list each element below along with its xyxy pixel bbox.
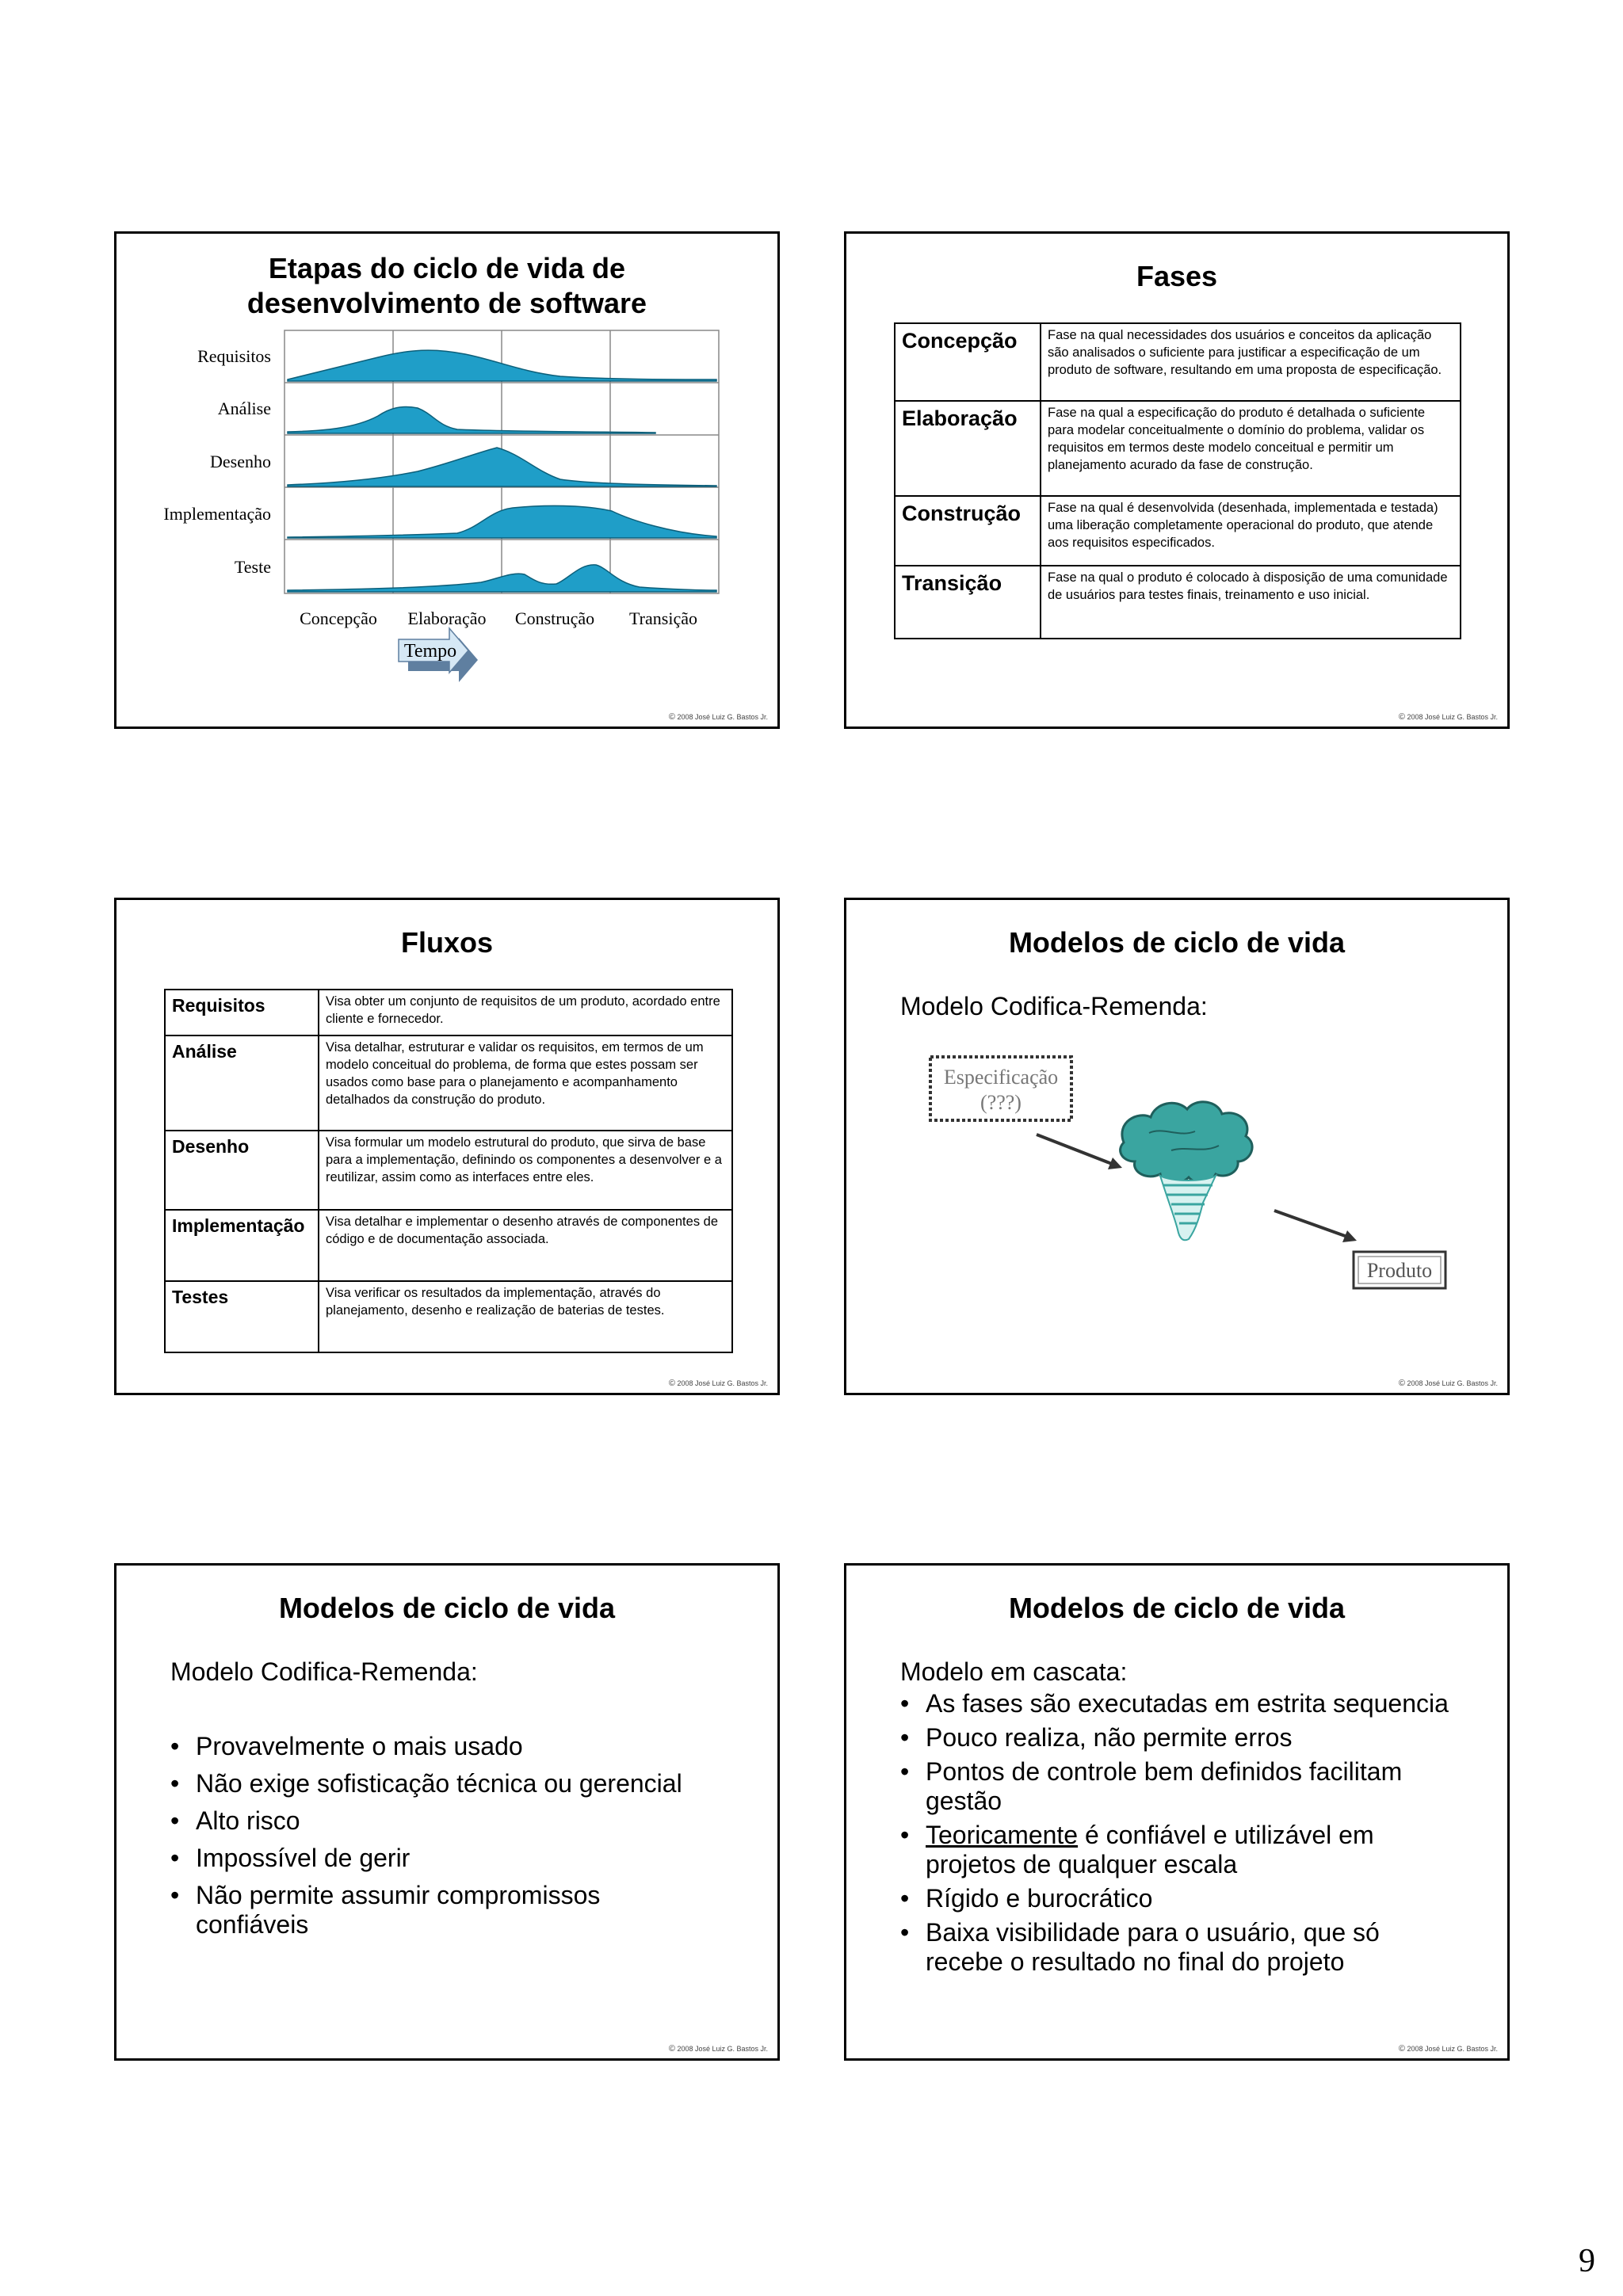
arrow-tornado-to-product <box>1274 1211 1357 1242</box>
copyright: © 2008 José Luiz G. Bastos Jr. <box>1398 2044 1498 2054</box>
area-implementacao <box>288 505 716 538</box>
list-item: • Teoricamente é confiável e utilizável em projetos de qualquer escala <box>900 1821 1374 1878</box>
time-arrow <box>399 628 478 682</box>
list-item: • Alto risco <box>170 1806 300 1835</box>
table-row <box>165 1281 732 1352</box>
phase-name: Concepção <box>895 323 1041 401</box>
flow-desc: Visa obter um conjunto de requisitos de um produto, acordado entre cliente e fornecedor. <box>319 990 732 1035</box>
underlined-term: Teoricamente <box>926 1821 1079 1849</box>
list-item: • Não permite assumir compromissos confiáveis <box>170 1881 601 1939</box>
title-line-1: Etapas do ciclo de vida de <box>268 252 626 284</box>
table-row <box>165 990 732 1035</box>
col-label-elaboracao: Elaboração <box>407 608 487 628</box>
spec-box <box>930 1057 1071 1120</box>
slide-title: Modelos de ciclo de vida <box>1008 926 1346 959</box>
area-desenho <box>288 448 716 486</box>
phase-desc: Fase na qual o produto é colocado à disposição de uma comunidade de usuários para testes finais, treinamento e uso inicial. <box>1041 566 1461 639</box>
slide-flows <box>114 898 780 1395</box>
col-label-concepcao: Concepção <box>300 608 377 628</box>
phase-name: Construção <box>895 496 1041 566</box>
list-item: • As fases são executadas em estrita sequencia <box>900 1689 1449 1718</box>
phases-table <box>894 322 1461 639</box>
row-label-desenho: Desenho <box>210 452 271 471</box>
list-item: • Provavelmente o mais usado <box>170 1732 523 1760</box>
slide-title: Fluxos <box>400 926 493 959</box>
slide-phases <box>844 231 1510 729</box>
row-label-teste: Teste <box>234 557 271 577</box>
list-item: • Pouco realiza, não permite erros <box>900 1723 1293 1752</box>
spec-qualifier: (???) <box>980 1091 1022 1114</box>
copyright: © 2008 José Luiz G. Bastos Jr. <box>1398 712 1498 722</box>
tornado-icon <box>1121 1102 1253 1240</box>
slide-title: Modelos de ciclo de vida <box>278 1592 616 1624</box>
phase-desc: Fase na qual é desenvolvida (desenhada, implementada e testada) uma liberação completamente operacional do produto, que atende aos requisitos especificados. <box>1041 496 1461 566</box>
slide-title: Modelos de ciclo de vida <box>1008 1592 1346 1624</box>
flow-name: Desenho <box>165 1131 319 1210</box>
list-item: • Pontos de controle bem definidos facilitam gestão <box>900 1757 1403 1815</box>
col-label-construcao: Construção <box>514 608 595 628</box>
copyright: © 2008 José Luiz G. Bastos Jr. <box>668 2044 768 2054</box>
list-item: • Rígido e burocrático <box>900 1884 1153 1913</box>
table-row <box>165 1210 732 1281</box>
copyright: © 2008 José Luiz G. Bastos Jr. <box>668 712 768 722</box>
table-row <box>895 566 1461 639</box>
slide-title <box>116 251 777 321</box>
flows-table <box>164 989 733 1353</box>
flow-name: Análise <box>165 1035 319 1131</box>
page-number: 9 <box>1579 2243 1595 2279</box>
phase-name: Transição <box>895 566 1041 639</box>
table-row <box>895 496 1461 566</box>
col-label-transicao: Transição <box>629 608 697 628</box>
row-label-analise: Análise <box>217 399 271 418</box>
arrow-spec-to-tornado <box>1037 1135 1122 1169</box>
slide-subtitle: Modelo Codifica-Remenda: <box>170 1657 478 1686</box>
table-row <box>165 1035 732 1131</box>
slide-waterfall <box>844 1563 1510 2061</box>
phase-desc: Fase na qual a especificação do produto é detalhada o suficiente para modelar conceitualmente o domínio do problema, validar os requisitos em termos deste modelo conceitual e permitir um planejamento acurado da fase de construção. <box>1041 401 1461 496</box>
slide-lifecycle-stages <box>114 231 780 729</box>
list-item: • Baixa visibilidade para o usuário, que só recebe o resultado no final do projeto <box>900 1918 1380 1976</box>
list-item: • Não exige sofisticação técnica ou gerencial <box>170 1769 682 1798</box>
flow-name: Testes <box>165 1281 319 1352</box>
row-label-implementacao: Implementação <box>163 504 271 524</box>
flow-name: Implementação <box>165 1210 319 1281</box>
copyright: © 2008 José Luiz G. Bastos Jr. <box>668 1379 768 1388</box>
code-and-fix-diagram <box>846 1035 1512 1391</box>
phase-desc: Fase na qual necessidades dos usuários e conceitos da aplicação são analisados o suficiente para justificar a especificação de um produto de software, resultando em uma proposta de especificação. <box>1041 323 1461 401</box>
table-row <box>895 323 1461 401</box>
flow-desc: Visa formular um modelo estrutural do produto, que sirva de base para a implementação, definindo os componentes a desenvolver e a reutilizar, assim como as interfaces entre eles. <box>319 1131 732 1210</box>
list-item: • Impossível de gerir <box>170 1844 411 1872</box>
row-label-requisitos: Requisitos <box>197 346 271 366</box>
bullet-list <box>170 1732 714 1939</box>
time-label: Tempo <box>403 641 457 662</box>
phase-name: Elaboração <box>895 401 1041 496</box>
slide-title: Fases <box>1136 260 1218 292</box>
slide-subtitle: Modelo em cascata: <box>900 1657 1128 1686</box>
slide-subtitle: Modelo Codifica-Remenda: <box>900 992 1208 1020</box>
lifecycle-stages-chart <box>116 329 782 725</box>
product-box <box>1354 1252 1445 1288</box>
area-analise <box>288 406 655 433</box>
bullet-list <box>900 1689 1460 1977</box>
product-label: Produto <box>1366 1259 1433 1282</box>
table-row <box>895 401 1461 496</box>
flow-desc: Visa detalhar, estruturar e validar os requisitos, em termos de um modelo conceitual do problema, de forma que estes possam ser usados como base para o planejamento e acompanhamento detalhados da construção do produto. <box>319 1035 732 1131</box>
slide-code-and-fix-diagram <box>844 898 1510 1395</box>
table-row <box>165 1131 732 1210</box>
flow-desc: Visa detalhar e implementar o desenho através de componentes de código e de documentação associada. <box>319 1210 732 1281</box>
slide-code-and-fix-traits <box>114 1563 780 2061</box>
copyright: © 2008 José Luiz G. Bastos Jr. <box>1398 1379 1498 1388</box>
title-line-2: desenvolvimento de software <box>246 287 647 319</box>
flow-name: Requisitos <box>165 990 319 1035</box>
flow-desc: Visa verificar os resultados da implementação, através do planejamento, desenho e realização de baterias de testes. <box>319 1281 732 1352</box>
spec-label: Especificação <box>943 1066 1059 1089</box>
